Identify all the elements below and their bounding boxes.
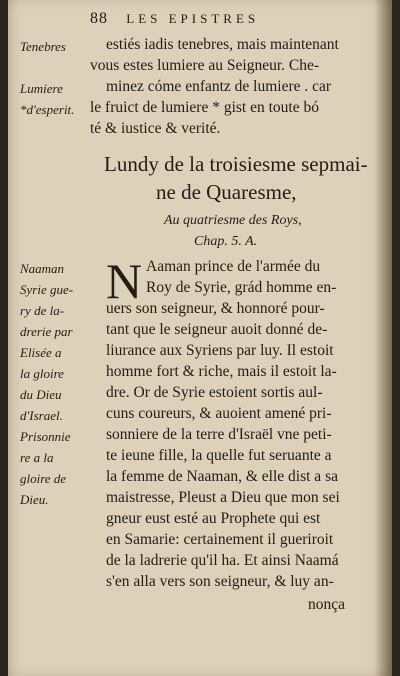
body-line: uers son seigneur, & honnoré pour- bbox=[106, 300, 325, 317]
margin-note: Lumiere bbox=[20, 81, 63, 96]
catchword: nonça bbox=[308, 596, 346, 613]
section-subtitle-line: Au quatriesme des Roys, bbox=[164, 213, 302, 228]
margin-note: *d'esperit. bbox=[20, 102, 75, 117]
body-line: te ieune fille, la quelle fut seruante a bbox=[106, 447, 332, 464]
body-line: estiés iadis tenebres, mais maintenant bbox=[106, 36, 339, 53]
margin-note: Naaman bbox=[20, 261, 65, 276]
page-gutter-shadow bbox=[374, 0, 392, 676]
book-page bbox=[8, 0, 392, 676]
body-line: vous estes lumiere au Seigneur. Che- bbox=[90, 57, 320, 74]
body-line: cuns coureurs, & auoient amené pri- bbox=[106, 405, 332, 422]
margin-note: Dieu. bbox=[20, 492, 49, 507]
body-line: en Samarie: certainement il gueriroit bbox=[106, 531, 334, 548]
body-line: s'en alla vers son seigneur, & luy an- bbox=[106, 573, 334, 590]
body-line: Aaman prince de l'armée du bbox=[146, 258, 321, 275]
margin-note: du Dieu bbox=[20, 387, 62, 402]
body-line: maistresse, Pleust a Dieu que mon sei bbox=[106, 489, 340, 506]
margin-note: Syrie gue- bbox=[20, 282, 74, 297]
folio-number: 88 bbox=[90, 10, 108, 27]
body-line: homme fort & riche, mais il estoit la- bbox=[106, 363, 337, 380]
drop-cap: N bbox=[106, 253, 143, 309]
body-line: tant que le seigneur auoit donné de- bbox=[106, 321, 328, 338]
margin-note: la gloire bbox=[20, 366, 64, 381]
page-header bbox=[90, 10, 259, 28]
margin-note: drerie par bbox=[20, 324, 73, 339]
body-line: sonniere de la terre d'Israël vne peti- bbox=[106, 426, 332, 443]
body-line: gneur eust esté au Prophete qui est bbox=[106, 510, 321, 527]
body-line: de la ladrerie qu'il ha. Et ainsi Naamá bbox=[106, 552, 339, 569]
margin-note: d'Israel. bbox=[20, 408, 63, 423]
margin-note: re a la bbox=[20, 450, 54, 465]
margin-note: Elisée a bbox=[20, 345, 62, 360]
section-subtitle-line: Chap. 5. A. bbox=[194, 234, 258, 249]
margin-note: ry de la- bbox=[20, 303, 65, 318]
body-line: dre. Or de Syrie estoient sortis aul- bbox=[106, 384, 323, 401]
body-line: té & iustice & verité. bbox=[90, 120, 221, 137]
margin-note: Tenebres bbox=[20, 39, 66, 54]
body-line: Roy de Syrie, grád homme en- bbox=[146, 279, 337, 296]
body-line: le fruict de lumiere * gist en toute bó bbox=[90, 99, 319, 116]
margin-note: Prisonnie bbox=[20, 429, 71, 444]
margin-note: gloire de bbox=[20, 471, 67, 486]
running-title: LES EPISTRES bbox=[126, 11, 260, 26]
body-line: minez cóme enfantz de lumiere . car bbox=[106, 78, 332, 95]
section-title-line: Lundy de la troisiesme sepmai- bbox=[104, 152, 368, 176]
body-line: liurance aux Syriens par luy. Il estoit bbox=[106, 342, 334, 359]
section-title-line: ne de Quaresme, bbox=[156, 180, 297, 204]
body-line: la femme de Naaman, & elle dist a sa bbox=[106, 468, 338, 485]
